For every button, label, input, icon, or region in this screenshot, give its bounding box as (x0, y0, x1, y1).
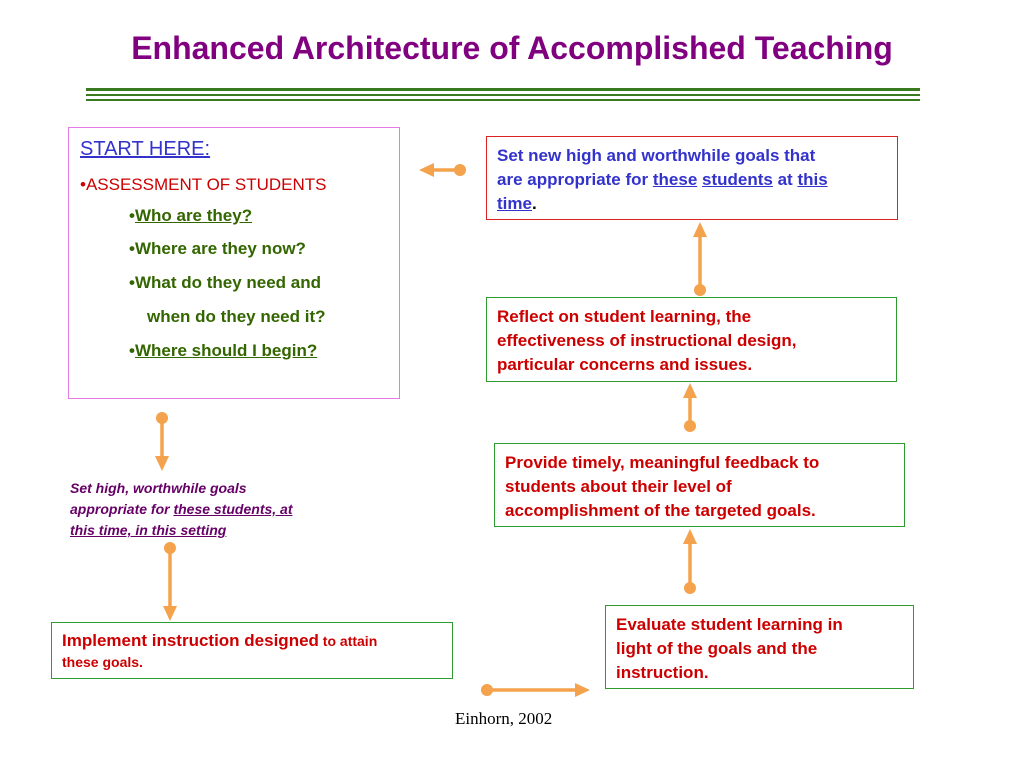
feedback-line1: Provide timely, meaningful feedback to (505, 453, 820, 472)
question-where-now-text: Where are they now? (134, 239, 306, 258)
page-title: Enhanced Architecture of Accomplished Teaching (131, 30, 893, 66)
implement-small-text: to attain (318, 633, 378, 649)
citation: Einhorn, 2002 (455, 709, 553, 728)
question-where-begin-text: Where should I begin? (134, 341, 318, 360)
set-high-line2-text: appropriate for (70, 501, 174, 517)
set-high-line3: this time, in this setting (70, 522, 227, 538)
evaluate-line2: light of the goals and the (616, 639, 818, 658)
arrow-reflect-to-set-goals (693, 222, 707, 296)
feedback-line2: students about their level of (505, 477, 732, 496)
evaluate-line3: instruction. (616, 663, 709, 682)
set-new-goals-line2-text: are appropriate for (497, 170, 653, 189)
implement-line2: these goals. (62, 654, 143, 670)
start-here-heading: START HERE: (80, 138, 211, 160)
implement-bold-text: Implement instruction designed (62, 631, 319, 650)
word-these: these (652, 170, 698, 189)
question-who-text: Who are they? (134, 206, 253, 225)
feedback-line3: accomplishment of the targeted goals. (505, 501, 816, 520)
set-high-line2-underlined: these students, at (173, 501, 293, 517)
arrow-evaluate-to-feedback (683, 529, 697, 594)
evaluate-line1: Evaluate student learning in (616, 615, 843, 634)
arrow-feedback-to-reflect (683, 383, 697, 432)
question-when-need: when do they need it? (147, 307, 326, 326)
word-this: this (797, 170, 828, 189)
word-time: time (497, 194, 532, 213)
assessment-label-text: ASSESSMENT OF STUDENTS (85, 175, 327, 194)
question-where-now: •Where are they now? (129, 239, 306, 258)
set-new-goals-line1: Set new high and worthwhile goals that (497, 146, 816, 165)
period: . (531, 194, 537, 213)
arrow-implement-to-evaluate (481, 683, 590, 697)
question-where-begin: •Where should I begin? (129, 341, 318, 360)
question-what-need-text: What do they need and (134, 273, 322, 292)
word-at: at (772, 170, 798, 189)
arrow-to-start-box (419, 163, 466, 177)
question-what-need: •What do they need and (129, 273, 322, 292)
arrow-start-to-set-high (155, 412, 169, 471)
reflect-line2: effectiveness of instructional design, (497, 331, 797, 350)
reflect-line3: particular concerns and issues. (497, 355, 753, 374)
set-high-line1: Set high, worthwhile goals (70, 480, 247, 496)
question-who: •Who are they? (129, 206, 253, 225)
reflect-line1: Reflect on student learning, the (497, 307, 752, 326)
assessment-label: •ASSESSMENT OF STUDENTS (80, 175, 327, 194)
arrow-set-high-to-implement (163, 542, 177, 621)
word-students: students (702, 170, 773, 189)
